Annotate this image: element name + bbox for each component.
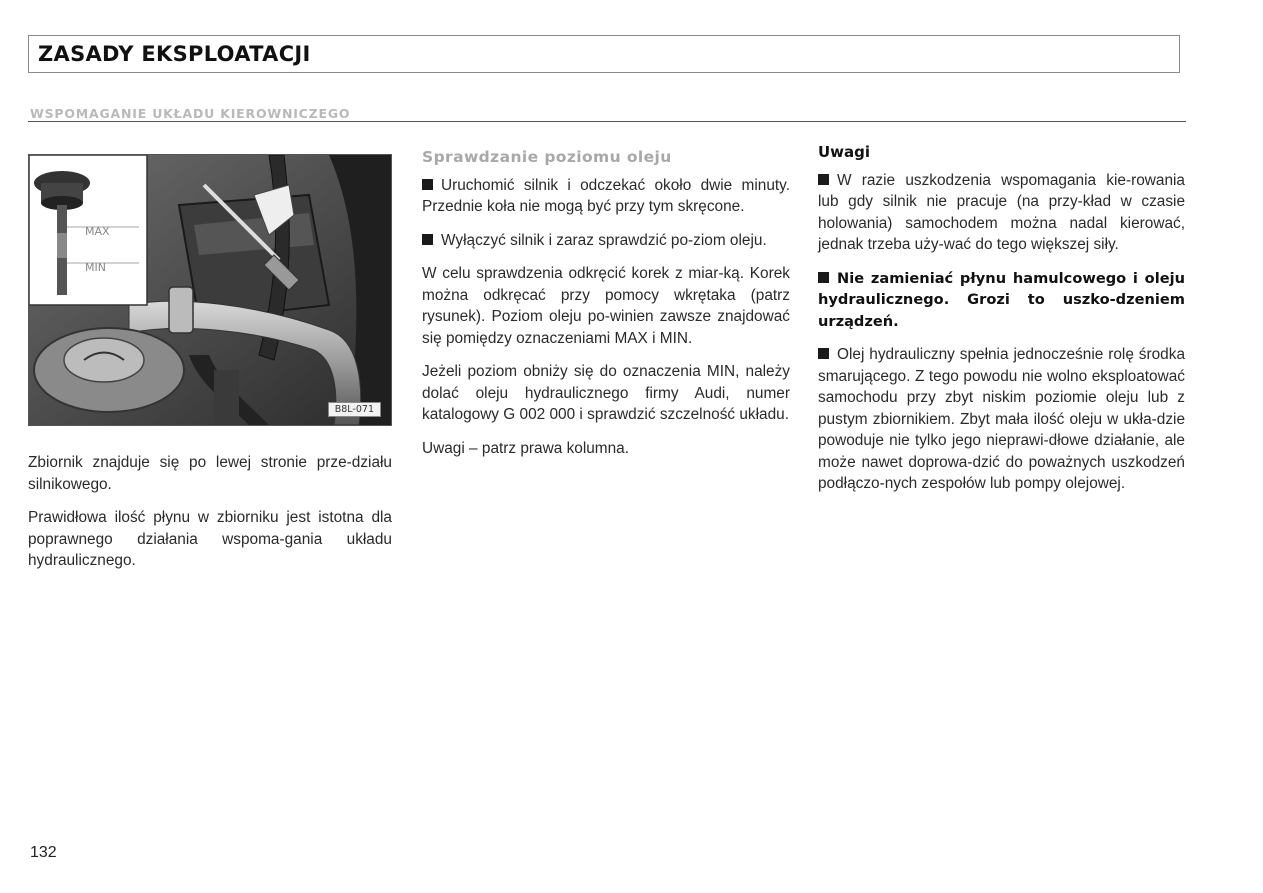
column-right: [818, 142, 1185, 507]
warning-text: Nie zamieniać płynu hamulcowego i oleju hydraulicznego. Grozi to uszko-dzeniem urządzeń.: [818, 269, 1185, 330]
chapter-header: [28, 35, 1180, 73]
bullet-item: [422, 230, 790, 252]
bullet-item: [818, 170, 1185, 256]
bullet-text: W razie uszkodzenia wspomagania kie-rowania lub gdy silnik nie pracuje (na przy-kład w czasie holowania) samochodem można nadal kierować, jednak trzeba uży-wać do tego większej siły.: [818, 171, 1185, 253]
column-middle: [422, 147, 790, 471]
warning-bullet: [818, 268, 1185, 333]
engine-bay-illustration: [29, 155, 391, 425]
section-divider: [28, 121, 1186, 122]
bullet-square-icon: [818, 348, 829, 359]
bullet-text: Uruchomić silnik i odczekać około dwie minuty. Przednie koła nie mogą być przy tym skręcone.: [422, 176, 790, 215]
chapter-title: ZASADY EKSPLOATACJI: [38, 42, 311, 66]
dipstick-min-label: MIN: [85, 261, 106, 274]
bullet-square-icon: [422, 179, 433, 190]
paragraph: W celu sprawdzenia odkręcić korek z miar-ką. Korek można odkręcać przy pomocy wkrętaka (patrz rysunek). Poziom oleju po-winien zawsze znajdować się pomiędzy oznaczeniami MAX i MIN.: [422, 265, 790, 347]
bullet-item: [818, 344, 1185, 495]
bullet-square-icon: [422, 234, 433, 245]
section-title: WSPOMAGANIE UKŁADU KIEROWNICZEGO: [30, 106, 351, 121]
paragraph: Jeżeli poziom obniży się do oznaczenia MIN, należy dolać oleju hydraulicznego firmy Audi, numer katalogowy G 002 000 i sprawdzić szczelność układu.: [422, 363, 790, 423]
figure-code: B8L-071: [328, 402, 381, 417]
bullet-item: [422, 175, 790, 218]
bullet-square-icon: [818, 174, 829, 185]
dipstick-max-label: MAX: [85, 225, 110, 238]
bullet-text: Olej hydrauliczny spełnia jednocześnie rolę środka smarującego. Z tego powodu nie wolno eksploatować samochodu przy zbyt niskim poziomie oleju lub z pustym zbiornikiem. Zbyt mała ilość oleju w ukła-dzie powoduje nie tylko jego nieprawi-dłowe działanie, ale może nawet doprowa-dzić do poważnych uszkodzeń podłączo-nych zespołów lub pompy olejowej.: [818, 346, 1185, 492]
subsection-title: Sprawdzanie poziomu oleju: [422, 148, 672, 166]
paragraph: Prawidłowa ilość płynu w zbiorniku jest istotna dla poprawnego działania wspoma-gania układu hydraulicznego.: [28, 509, 392, 569]
engine-bay-figure: [28, 154, 392, 426]
bullet-square-icon: [818, 272, 829, 283]
column-left: [28, 452, 392, 584]
notes-title: Uwagi: [818, 143, 871, 161]
paragraph: Uwagi – patrz prawa kolumna.: [422, 439, 630, 457]
page-number: 132: [30, 844, 57, 861]
bullet-text: Wyłączyć silnik i zaraz sprawdzić po-ziom oleju.: [441, 231, 767, 249]
paragraph: Zbiornik znajduje się po lewej stronie prze-działu silnikowego.: [28, 454, 392, 493]
